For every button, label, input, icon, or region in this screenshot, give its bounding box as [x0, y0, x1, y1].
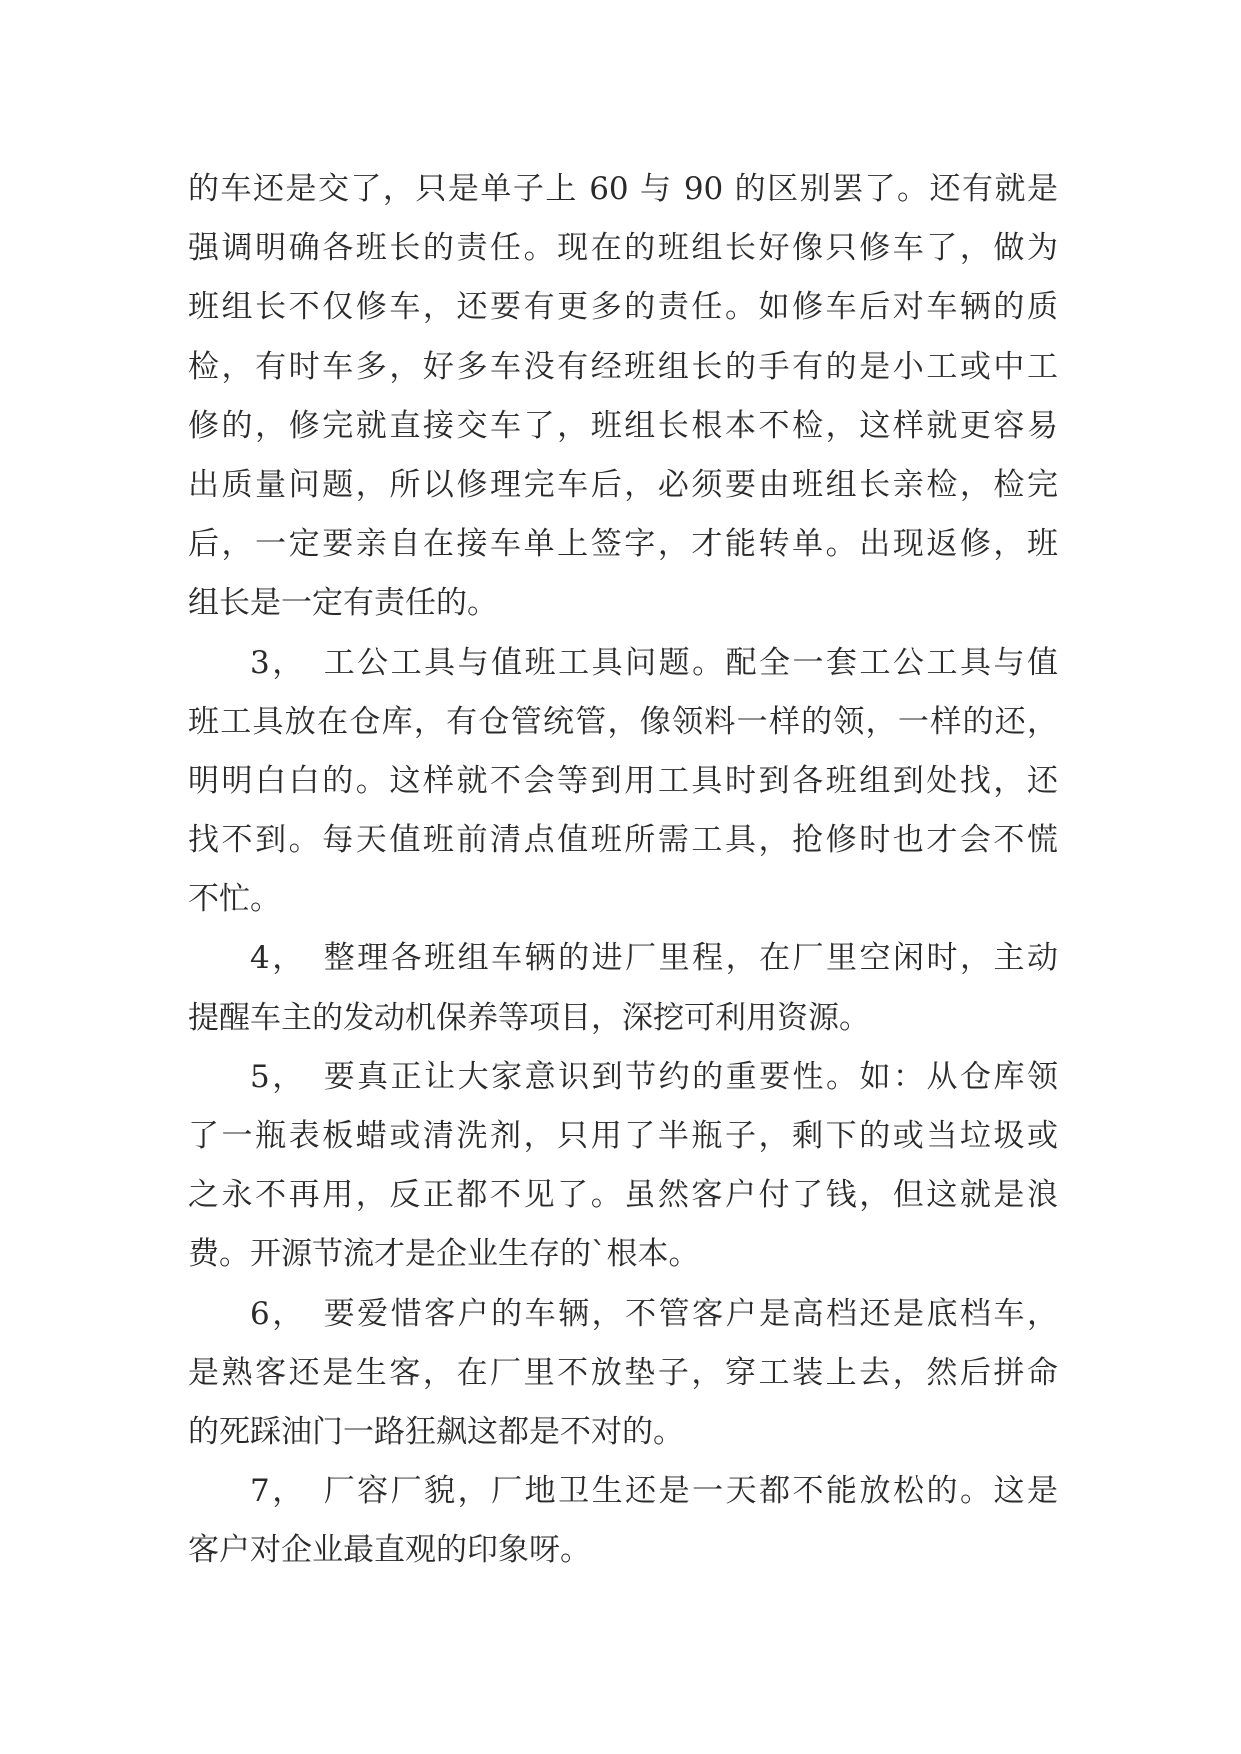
text-line: 之永不再用，反正都不见了。虽然客户付了钱，但这就是浪: [188, 1177, 1058, 1214]
text-line: 是熟客还是生客，在厂里不放垫子，穿工装上去，然后拼命: [188, 1354, 1058, 1391]
text-line: 班组长不仅修车，还要有更多的责任。如修车后对车辆的质: [188, 289, 1058, 326]
text-line: 修的，修完就直接交车了，班组长根本不检，这样就更容易: [188, 407, 1058, 444]
text-line: 后，一定要亲自在接车单上签字，才能转单。出现返修，班: [188, 526, 1058, 563]
text-line: 客户对企业最直观的印象呀。: [188, 1532, 591, 1569]
text-line: 强调明确各班长的责任。现在的班组长好像只修车了，做为: [188, 230, 1058, 267]
text-line: 不忙。: [188, 881, 281, 918]
text-line: 7， 厂容厂貌，厂地卫生还是一天都不能放松的。这是: [250, 1473, 1058, 1510]
text-line: 费。开源节流才是企业生存的`根本。: [188, 1236, 700, 1273]
text-line: 明明白白的。这样就不会等到用工具时到各班组到处找，还: [188, 762, 1058, 799]
text-line: 5， 要真正让大家意识到节约的重要性。如：从仓库领: [250, 1058, 1058, 1095]
text-line: 组长是一定有责任的。: [188, 585, 498, 622]
text-line: 的死踩油门一路狂飙这都是不对的。: [188, 1413, 684, 1450]
text-line: 的车还是交了，只是单子上 60 与 90 的区别罢了。还有就是: [188, 171, 1058, 207]
document-body: [188, 160, 1058, 1581]
text-line: 4， 整理各班组车辆的进厂里程，在厂里空闲时，主动: [250, 940, 1058, 977]
text-line: 3， 工公工具与值班工具问题。配全一套工公工具与值: [250, 644, 1058, 681]
text-line: 检，有时车多，好多车没有经班组长的手有的是小工或中工: [188, 348, 1058, 385]
text-line: 了一瓶表板蜡或清洗剂，只用了半瓶子，剩下的或当垃圾或: [188, 1118, 1058, 1154]
text-line: 6， 要爱惜客户的车辆，不管客户是高档还是底档车，: [250, 1295, 1058, 1332]
text-line: 班工具放在仓库，有仓管统管，像领料一样的领，一样的还，: [188, 703, 1058, 740]
text-line: 出质量问题，所以修理完车后，必须要由班组长亲检，检完: [188, 466, 1058, 503]
text-line: 提醒车主的发动机保养等项目，深挖可利用资源。: [188, 999, 870, 1036]
text-line: 找不到。每天值班前清点值班所需工具，抢修时也才会不慌: [188, 822, 1058, 859]
